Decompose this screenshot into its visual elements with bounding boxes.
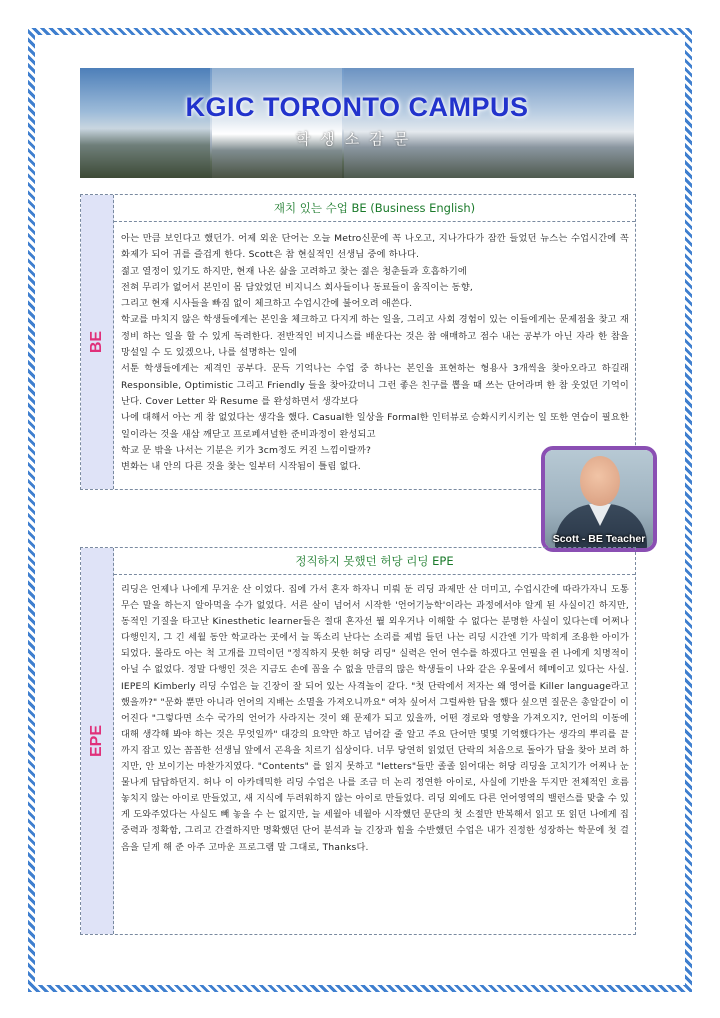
epe-side-tab: [81, 548, 114, 934]
teacher-photo-caption: Scott - BE Teacher: [552, 533, 646, 545]
photo-person-head: [580, 456, 620, 506]
be-side-tab: [81, 195, 114, 489]
banner-photo-city: [344, 68, 634, 178]
epe-paragraph: 리딩은 언제나 나에게 무거운 산 이었다. 집에 가서 혼자 하자니 미뤄 둔 리딩 과제만 산 더미고, 수업시간에 따라가자니 도통 무슨 말을 하는지 알아먹을 수가 없었다. 서른 살이 넘어서 시작한 '언어기능학'이라는 과정에서야 알게 된 사실이긴 하지만, 동적인 기질을 타고난 Kinesthetic learner들은 절대 혼자선 뭘 외우거나 이해할 수 없다는 분명한 사실이 있다는데 어쩌나 다행인지, 그 긴 세월 동안 학교라는 곳에서 늘 똑소리 난다는 소리를 제법 들던 나는 리딩 시간엔 기가 막히게 조용한 아이가 되었다. 몰라도 아는 척 고개를 끄덕이던 "정직하지 못한 허당 리딩" 실력은 언어 연수를 하겠다고 연필을 쥔 나에게 치명적이 아닐 수 없었다. 정말 다행인 것은 지금도 손에 꼽을 수 없을 만큼의 많은 학생들이 나와 같은 우물에서 헤메이고 있다는 사실. IEPE의 Kimberly 리딩 수업은 늘 긴장이 잘 되어 있는 사격놀이 같다. "첫 단락에서 저자는 왜 영어를 Killer language라고 했을까?" "문화 뿐만 아니라 언어의 지배는 소멸을 가져오니까요" 여차 싶어서 그럴싸한 답을 했다 싶으면 질문은 총알같이 이어진다 "그렇다면 소수 국가의 언어가 사라지는 것이 왜 문제가 되고 있을까, 어떤 경로와 영향을 가져오지?, 언어의 이동에 대해 생각해 봐야 하는 것은 무엇일까" 대강의 요약만 하고 넘어갈 줄 알고 주요 단어만 몇몇 기억했다가는 생각의 뿌리를 끝까지 잡고 있는 꼼꼼한 선생님 앞에서 곤욕을 치르기 십상이다. 너무 당연히 읽었던 단락의 처음으로 돌아가 답을 찾아 보려 하지만, 안 보이기는 마찬가지였다. "Contents" 를 읽지 못하고 "letters"들만 졸졸 읽어대는 허당 리딩을 고치기가 어찌나 눈물나게 답답하던지. 허나 이 아카데믹한 리딩 수업은 나를 조금 더 논리 정연한 아이로, 사실에 기반을 두지만 전체적인 흐름 놓치지 않는 아이로 만들었고, 새 지식에 두려워하지 않는 아이로 만들었다. 리딩 외에도 다른 언어영역의 밸런스를 맞출 수 있게 도와주었다는 사실도 빼 놓을 수 는 없지만, 늘 세월아 네월아 시작했던 문단의 첫 소절만 반복해서 읽고 또 읽던 나에게 집중력과 정확함, 그리고 간결하지만 명확했던 단어 분석과 늘 긴장과 힘을 수반했던 수업은 내가 진정한 성장하는 학문에 첫 걸음을 딛게 해 준 아주 고마운 프로그램 말 그대로, Thanks다.: [121, 585, 629, 853]
be-paragraph: 그리고 현재 시사들을 빠짐 없이 체크하고 수업시간에 불어오려 애쓴다.: [121, 298, 413, 310]
be-paragraph: 나에 대해서 아는 게 참 없었다는 생각을 했다. Casual한 일상을 Formal한 인터뷰로 승화시키시키는 일 또한 연습이 필요한 일이라는 것을 새삼 깨닫고 프로페셔널한 준비과정이 완성되고: [121, 412, 629, 440]
be-body: [121, 231, 629, 475]
be-paragraph: 아는 만큼 보인다고 했던가. 어제 외운 단어는 오늘 Metro신문에 꼭 나오고, 지나가다가 잠깐 들었던 뉴스는 수업시간에 꼭 화제가 되어 귀를 즐겁게 한다. Scott은 참 현실적인 선생님 중에 하나다.: [121, 233, 629, 261]
be-paragraph: 젊고 열정이 있기도 하지만, 현재 나온 삶을 고려하고 찾는 젊은 청춘들과 호흡하기에: [121, 265, 467, 277]
be-paragraph: 변화는 내 안의 다른 것을 찾는 일부터 시작됨이 틀림 없다.: [121, 461, 361, 473]
epe-side-label: EPE: [88, 724, 105, 758]
epe-section: [80, 547, 636, 935]
campus-subtitle: 학생소감문: [295, 130, 419, 148]
be-paragraph: 학교를 마치지 않은 학생들에게는 본인을 체크하고 다지게 하는 일을, 그리고 사회 경험이 있는 이들에게는 문제점을 찾고 재정비 하는 일을 할 수 있게 독려한다. 전반적인 비지니스를 배운다는 것은 참 애매하고 점수 내는 공부가 아닌 자라 한 참을 망설일 수 도 있겠으나, 나를 설명하는 일에: [121, 314, 629, 359]
epe-heading: 정직하지 못했던 허당 리딩 EPE: [114, 548, 635, 575]
epe-body: [121, 582, 629, 856]
be-paragraph: 전혀 무리가 없어서 본인이 몸 담았었던 비지니스 회사들이나 동료들이 움직이는 동향,: [121, 281, 473, 293]
header-banner: [80, 68, 634, 178]
banner-photo-mountains: [80, 68, 210, 178]
be-heading: 재치 있는 수업 BE (Business English): [114, 195, 635, 222]
campus-title: KGIC TORONTO CAMPUS: [185, 92, 529, 122]
be-side-label: BE: [88, 330, 105, 354]
banner-photo-snowy-town: [212, 68, 342, 178]
teacher-photo: [541, 446, 657, 552]
be-paragraph: 학교 문 밖을 나서는 기분은 키가 3cm정도 커진 느낌이랄까?: [121, 444, 372, 456]
be-paragraph: 서툰 학생들에게는 제격인 공부다. 문득 기억나는 수업 중 하나는 본인을 표현하는 형용사 3개씩을 찾아오라고 하길래 Responsible, Optimistic 그리고 Friendly 들을 찾아갔더니 그런 좋은 친구를 뽑을 때 쓰는 단어라며 한 참 웃었던 기억이 난다. Cover Letter 와 Resume 를 완성하면서 생각보다: [121, 363, 629, 407]
